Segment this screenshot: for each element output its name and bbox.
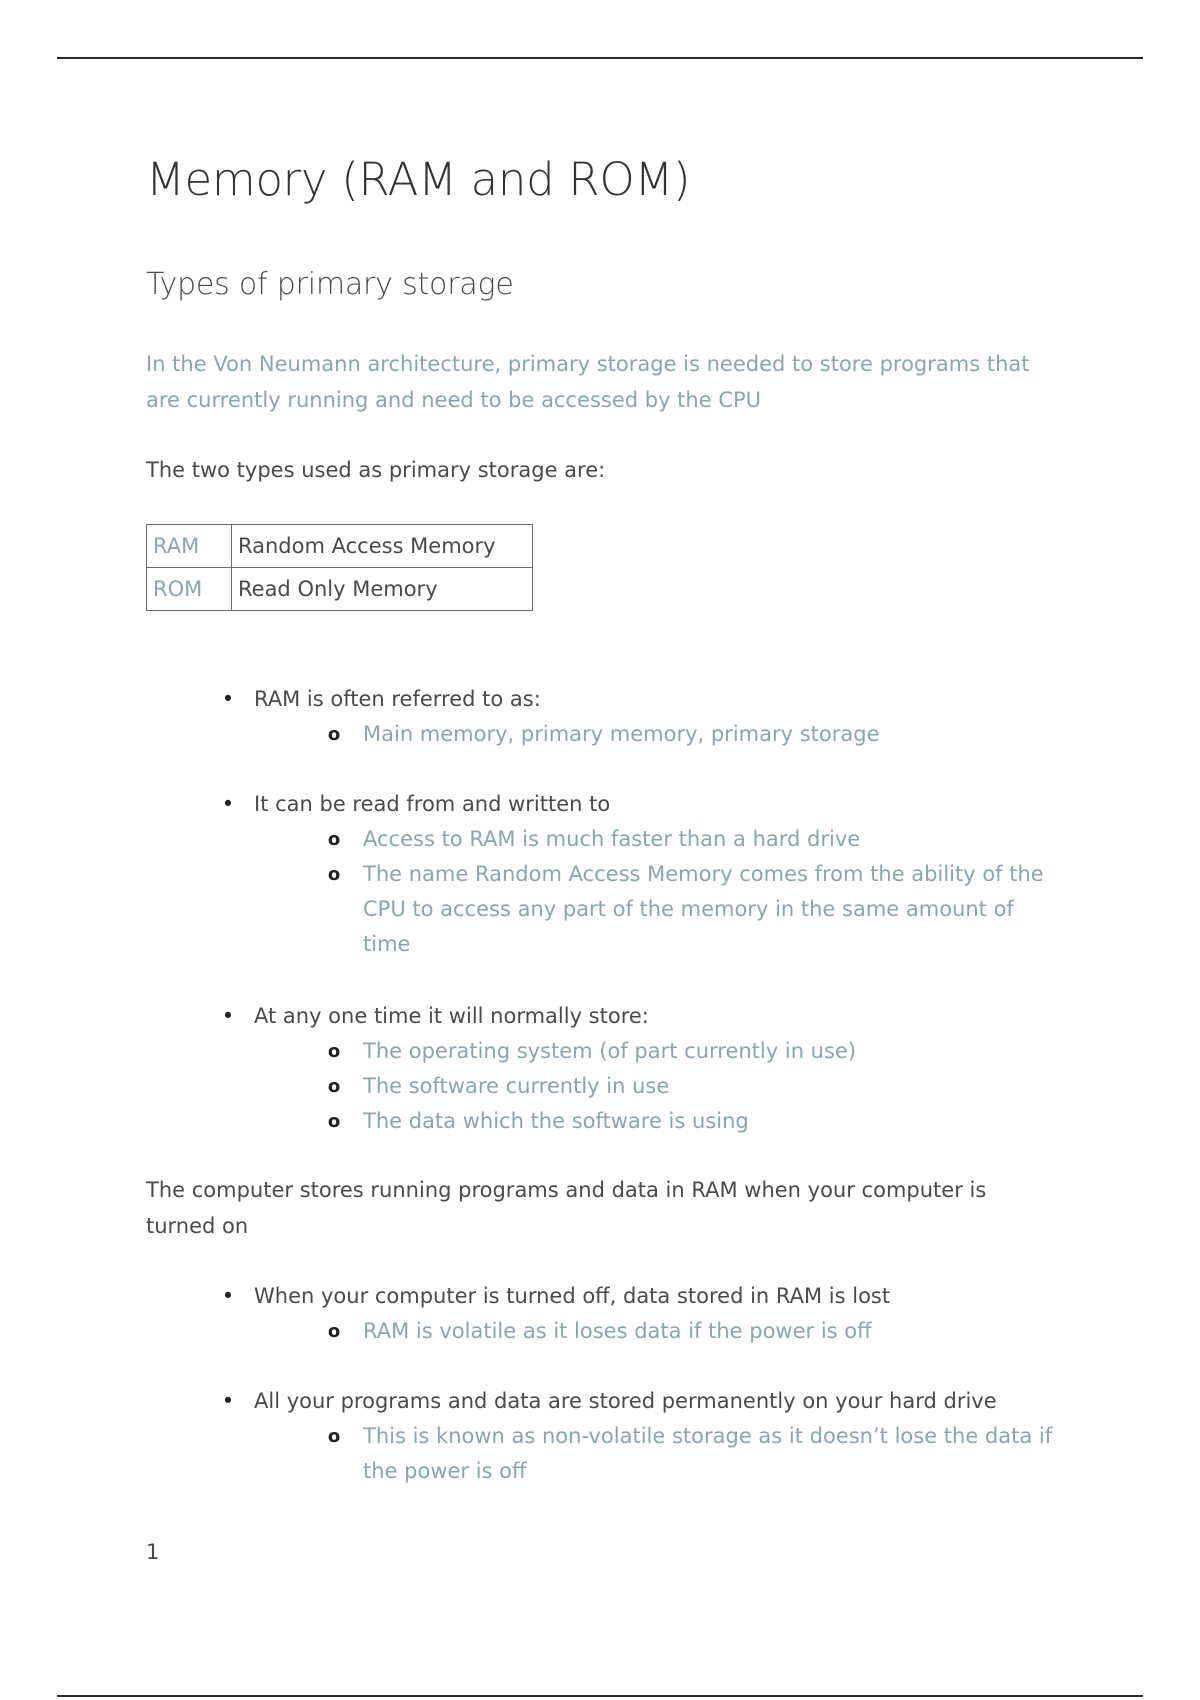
table-row [147,525,533,568]
list-item [146,786,1066,822]
sub-bullet-icon: o [327,1111,341,1132]
sub-list-item [146,857,1063,962]
sub-list-item [146,822,1063,857]
sub-list-item [146,1104,1063,1139]
sub-bullet-text: Main memory, primary memory, primary storage [363,722,880,746]
page-number: 1 [146,1540,160,1564]
list-item [146,681,1066,717]
body-paragraph: The computer stores running programs and data in RAM when your computer is turned on [146,1178,987,1238]
table-row [147,568,533,611]
sub-bullet-icon: o [327,1076,341,1097]
bullet-group [146,1278,1066,1349]
section-heading: Types of primary storage [146,267,514,302]
sub-bullet-text: This is known as non-volatile storage as it doesn’t lose the data if the power is off [363,1424,1053,1483]
list-item [146,998,1066,1034]
intro-paragraph: In the Von Neumann architecture, primary storage is needed to store programs that are currently running and need to be accessed by the CPU [146,352,1030,412]
sub-bullet-icon: o [327,724,341,745]
memory-types-table [146,524,533,611]
abbr-cell: ROM [147,568,232,611]
footer-rule [57,1695,1143,1697]
lead-paragraph: The two types used as primary storage are: [146,458,606,482]
sub-bullet-icon: o [327,1426,341,1447]
sub-bullet-icon: o [327,864,341,885]
sub-bullet-text: Access to RAM is much faster than a hard drive [363,827,861,851]
full-name-cell: Read Only Memory [232,568,533,611]
list-item [146,1278,1066,1314]
sub-list-item [146,1034,1063,1069]
bullet-icon: • [221,792,235,816]
full-name-cell: Random Access Memory [232,525,533,568]
sub-list-item [146,1069,1063,1104]
sub-bullet-icon: o [327,1041,341,1062]
bullet-text: When your computer is turned off, data stored in RAM is lost [254,1284,891,1308]
abbr-cell: RAM [147,525,232,568]
sub-bullet-icon: o [327,829,341,850]
bullet-icon: • [221,1389,235,1413]
sub-list-item [146,717,1063,752]
sub-bullet-text: The data which the software is using [363,1109,749,1133]
sub-list-item [146,1419,1063,1489]
bullet-text: It can be read from and written to [254,792,611,816]
bullet-group [146,786,1066,962]
document-body [146,150,1066,1483]
sub-bullet-text: RAM is volatile as it loses data if the power is off [363,1319,872,1343]
bullet-text: At any one time it will normally store: [254,1004,649,1028]
sub-bullet-text: The operating system (of part currently in use) [363,1039,857,1063]
sub-list-item [146,1314,1063,1349]
list-item [146,1383,1066,1419]
bullet-text: All your programs and data are stored permanently on your hard drive [254,1389,997,1413]
bullet-group [146,1383,1066,1489]
bullet-group [146,681,1066,752]
bullet-icon: • [221,1004,235,1028]
bullet-icon: • [221,687,235,711]
sub-bullet-icon: o [327,1321,341,1342]
bullet-text: RAM is often referred to as: [254,687,541,711]
header-rule [57,57,1143,59]
bullet-group [146,998,1066,1139]
sub-bullet-text: The name Random Access Memory comes from the ability of the CPU to access any part of the memory in the same amount of time [363,862,1044,956]
sub-bullet-text: The software currently in use [363,1074,670,1098]
page-title: Memory (RAM and ROM) [146,153,691,206]
bullet-icon: • [221,1284,235,1308]
